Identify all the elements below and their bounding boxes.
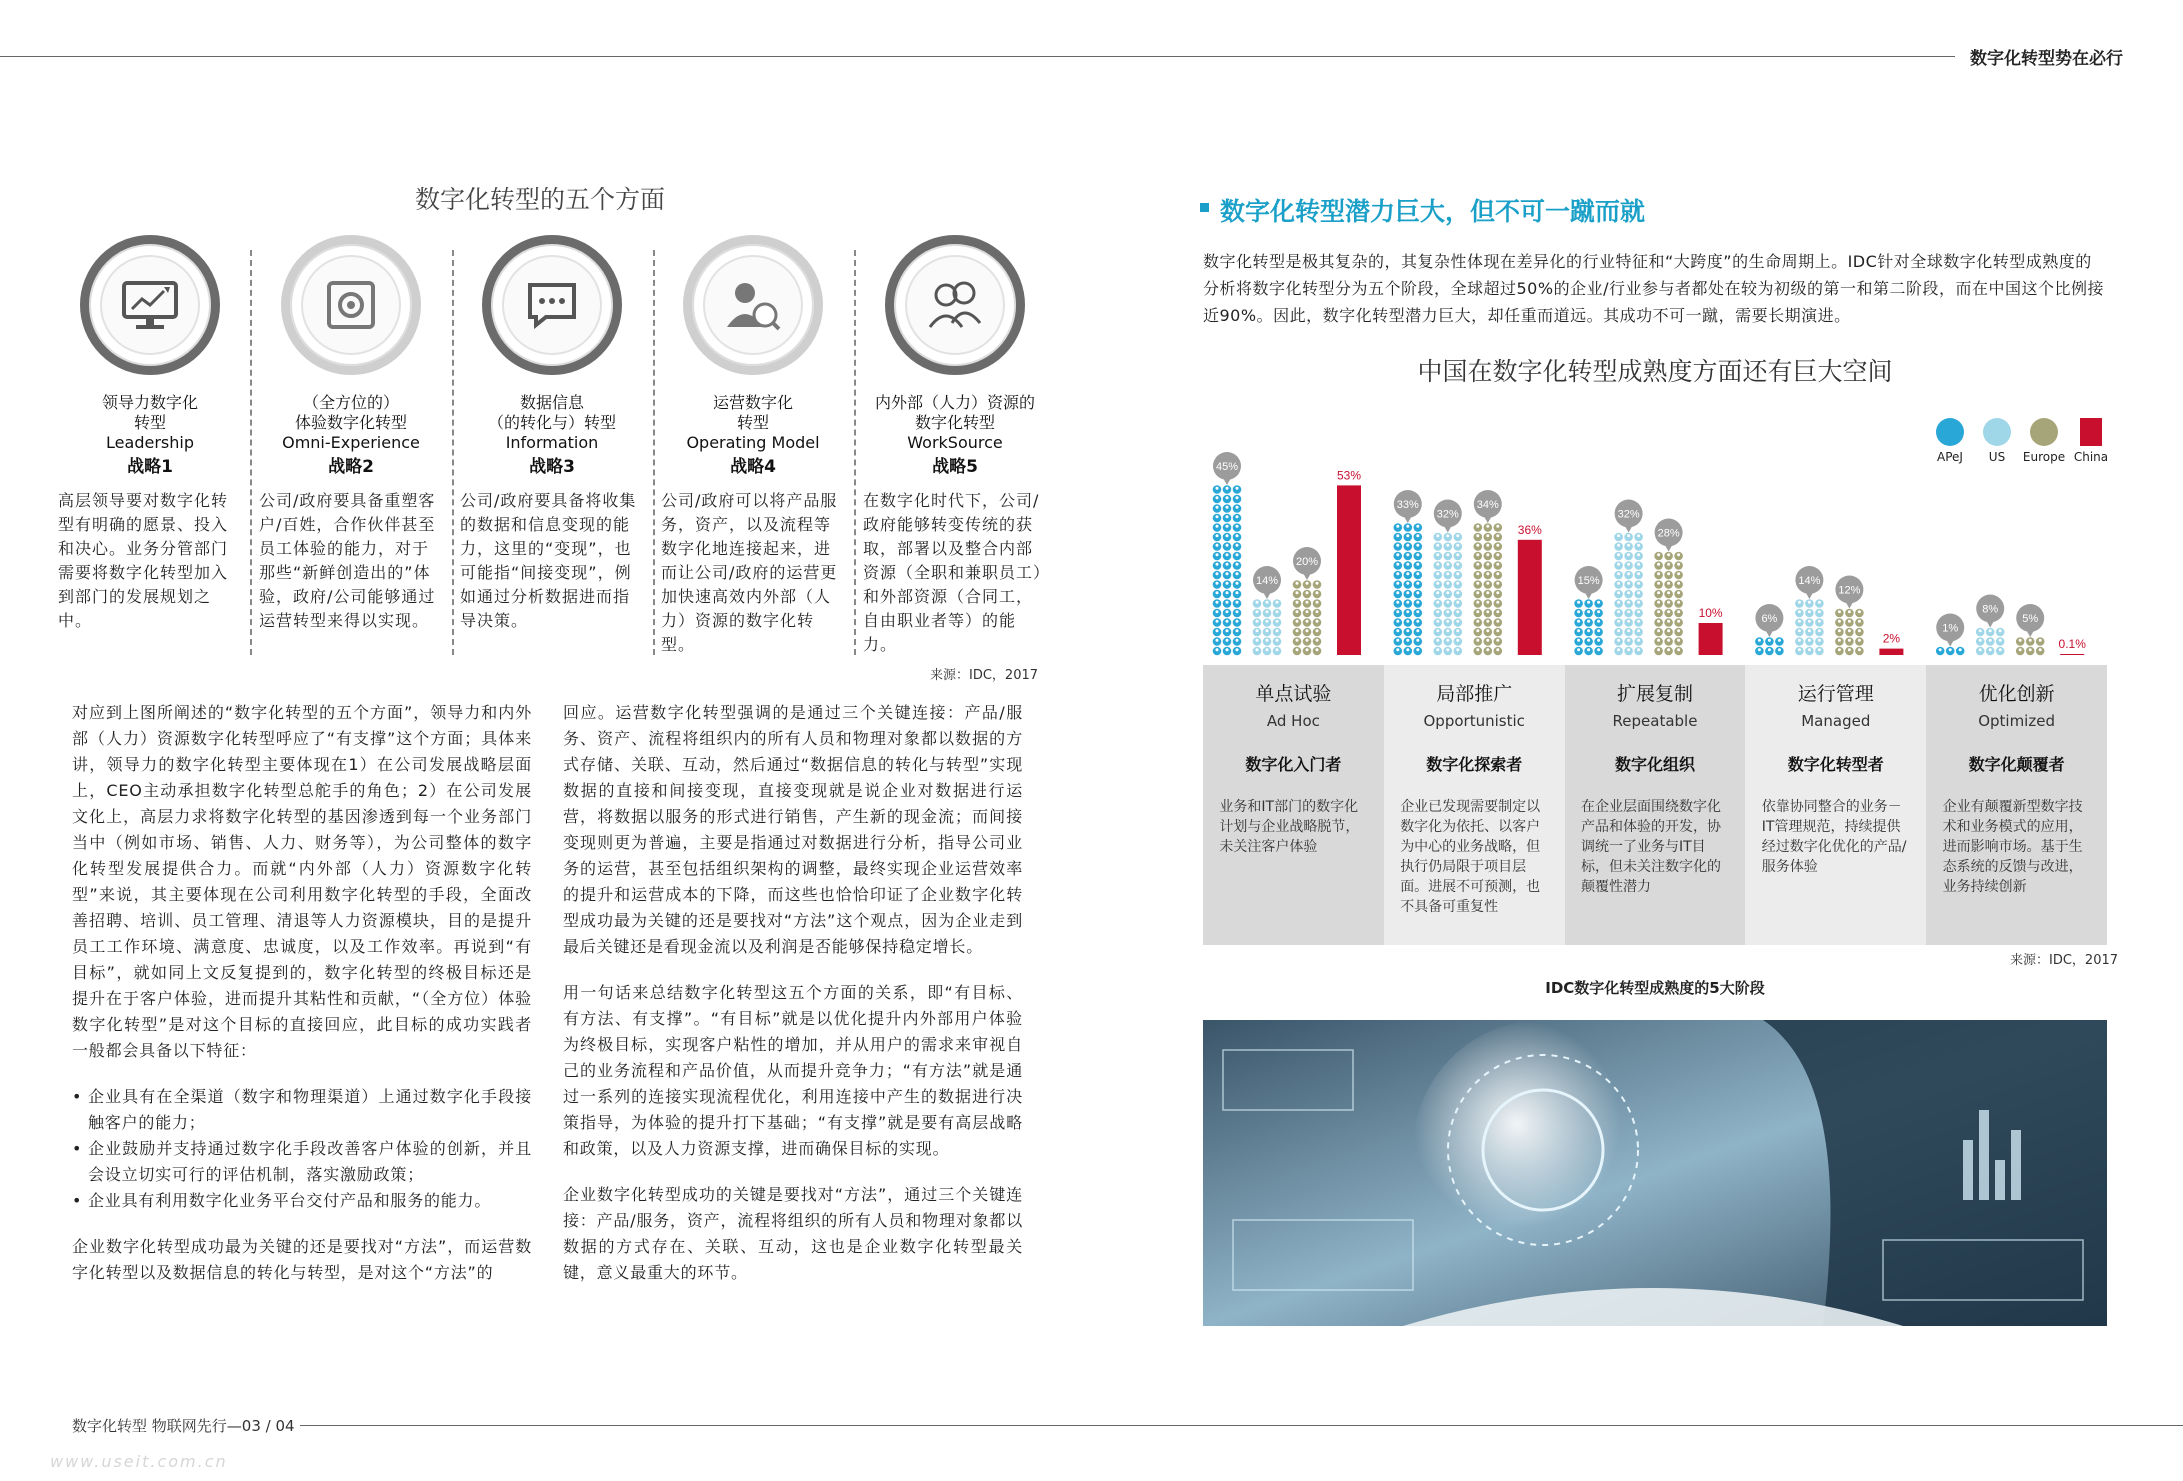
stage-en: Repeatable xyxy=(1612,712,1698,730)
pillar-strategy: 战略5 xyxy=(932,457,978,477)
people-stack-europe-4 xyxy=(1835,609,1864,656)
stage-role: 数字化颠覆者 xyxy=(1968,755,2065,774)
right-section-title: 数字化转型潜力巨大，但不可一蹴而就 xyxy=(1220,197,1646,226)
stage-name: 扩展复制 xyxy=(1616,683,1693,705)
pillar-name: （全方位的） 体验数字化转型 xyxy=(294,393,407,432)
percent-bubble xyxy=(2016,604,2044,637)
paragraph: 企业数字化转型成功的关键是要找对“方法”，通过三个关键连接：产品/服务，资产，流程将组织的所有人员和物理对象都以数据的方式存在、关联、互动，这也是企业数字化转型最关键，意义最重大的环节。 xyxy=(563,1185,1023,1282)
stage-3 xyxy=(1565,665,1746,945)
pillar-omni-experience xyxy=(259,235,443,633)
left-source: 来源：IDC，2017 xyxy=(930,668,1039,683)
data-label: 10% xyxy=(1698,606,1723,620)
stage-4 xyxy=(1745,665,1926,945)
stage-name: 单点试验 xyxy=(1255,683,1332,705)
stage-desc: 在企业层面围绕数字化产品和体验的开发，协调统一了业务与IT目标，但未关注数字化的颠覆性潜力 xyxy=(1580,799,1721,895)
pillar-en: Information xyxy=(505,433,599,452)
list-item: • 企业鼓励并支持通过数字化手段改善客户体验的创新，并且会设立切实可行的评估机制，落实激励政策； xyxy=(72,1136,532,1188)
stage-en: Ad Hoc xyxy=(1266,712,1320,730)
svg-text:1%: 1% xyxy=(1942,622,1959,635)
bar-china-1 xyxy=(1337,485,1361,655)
pillar-strategy: 战略3 xyxy=(529,457,575,477)
svg-text:5%: 5% xyxy=(2022,613,2039,625)
pillar-operating-model xyxy=(661,235,845,657)
pillar-ring xyxy=(281,235,421,375)
stage-role: 数字化组织 xyxy=(1614,755,1695,774)
svg-text:32%: 32% xyxy=(1436,508,1459,521)
people-stack-us-5 xyxy=(1976,628,2005,656)
svg-text:15%: 15% xyxy=(1577,575,1600,587)
title-bullet-square xyxy=(1200,203,1209,212)
body-column-2 xyxy=(563,700,1023,1306)
pillar-en: Operating Model xyxy=(686,433,820,452)
chat-bubble-icon xyxy=(524,279,580,331)
people-stack-us-3 xyxy=(1614,533,1643,656)
stage-role: 数字化入门者 xyxy=(1245,755,1342,774)
svg-text:14%: 14% xyxy=(1255,575,1279,587)
percent-bubble xyxy=(1434,500,1462,533)
stage-role: 数字化探索者 xyxy=(1426,755,1523,774)
header-section-tag: 数字化转型势在必行 xyxy=(1970,49,2123,69)
people-stack-apej-1 xyxy=(1213,485,1242,655)
pillar-ring xyxy=(80,235,220,375)
pillar-en: Omni-Experience xyxy=(282,433,420,452)
data-label: 36% xyxy=(1517,522,1542,537)
digital-business-photo xyxy=(1203,1020,2107,1326)
stage-name: 局部推广 xyxy=(1436,683,1513,705)
stage-name: 运行管理 xyxy=(1797,683,1874,705)
stage-5 xyxy=(1926,665,2107,945)
pillar-en: Leadership xyxy=(106,433,194,452)
people-stack-us-4 xyxy=(1795,599,1824,655)
people-stack-apej-3 xyxy=(1574,599,1603,655)
pillar-en: WorkSource xyxy=(907,433,1003,452)
percent-bubble xyxy=(1655,519,1683,552)
stage-en: Opportunistic xyxy=(1423,712,1525,730)
percent-bubble xyxy=(1474,490,1502,523)
pillar-desc: 公司/政府要具备重塑客户/百姓，合作伙伴甚至员工体验的能力，对于那些“新鲜创造出的”体验，政府/公司能够通过运营转型来得以实现。 xyxy=(259,491,436,630)
stage-role: 数字化转型者 xyxy=(1787,755,1884,774)
people-stack-europe-3 xyxy=(1654,552,1683,656)
stage-desc: 企业有颠覆新型数字技术和业务模式的应用，进而影响市场。基于生态系统的反馈与改进，业务持续创新 xyxy=(1942,799,2083,895)
pillar-desc: 在数字化时代下，公司/政府能够转变传统的获取，部署以及整合内部资源（全职和兼职员工）和外部资源（合同工，自由职业者等）的能力。 xyxy=(863,491,1043,654)
legend-apej: APeJ xyxy=(1925,418,1975,464)
safe-eye-icon xyxy=(323,277,379,333)
stage-en: Managed xyxy=(1801,712,1871,730)
stage-1 xyxy=(1203,665,1384,945)
footer-rule xyxy=(300,1425,2183,1426)
percent-bubble xyxy=(1575,566,1603,599)
stage-desc: 依靠协同整合的业务－IT管理规范，持续提供经过数字化优化的产品/服务体验 xyxy=(1761,799,1907,875)
pillar-ring xyxy=(482,235,622,375)
bar-china-2 xyxy=(1518,540,1542,655)
chart-caption: IDC数字化转型成熟度的5大阶段 xyxy=(1545,979,1765,997)
pillar-name: 运营数字化 转型 xyxy=(712,393,793,432)
percent-bubble xyxy=(1615,500,1643,533)
svg-text:33%: 33% xyxy=(1396,499,1419,511)
svg-text:34%: 34% xyxy=(1476,499,1499,511)
pillar-strategy: 战略1 xyxy=(127,457,173,477)
people-stack-apej-2 xyxy=(1394,523,1423,655)
paragraph: 对应到上图所阐述的“数字化转型的五个方面”，领导力和内外部（人力）资源数字化转型呼应了“有支撑”这个方面；具体来讲，领导力的数字化转型主要体现在1）在公司发展战略层面上，CEO主动承担数字化转型总舵手的角色；2）在公司发展文化上，高层力求将数字化转型的基因渗透到每一个业务部门当中（例如市场、销售、人力、财务等），为公司整体的数字化转型发展提供合力。而就“内外部（人力）资源数字化转型”来说，其主要体现在公司利用数字化转型的手段，全面改善招聘、培训、员工管理、清退等人力资源模块，目的是提升员工工作环境、满意度、忠诚度，以及工作效率。再说到“有目标”，就如同上文反复提到的，数字化转型的终极目标还是提升在于客户体验，进而提升其粘性和贡献，“（全方位）体验数字化转型”是对这个目标的直接回应，此目标的成功实践者一般都会具备以下特征： xyxy=(72,703,532,1060)
bullet-list xyxy=(72,1084,532,1214)
percent-bubble xyxy=(1936,614,1964,647)
percent-bubble xyxy=(1976,595,2004,628)
people-stack-apej-4 xyxy=(1755,637,1784,655)
pillar-name: 领导力数字化 转型 xyxy=(101,393,198,432)
data-label: 0.1% xyxy=(2058,637,2086,651)
bar-china-5 xyxy=(2060,654,2084,655)
people-stack-us-2 xyxy=(1434,533,1463,656)
svg-text:45%: 45% xyxy=(1215,461,1239,473)
maturity-chart xyxy=(1203,440,2107,665)
people-stack-apej-5 xyxy=(1936,647,1965,656)
paragraph: 用一句话来总结数字化转型这五个方面的关系，即“有目标、有方法、有支撑”。“有目标”就是以优化提升内外部用户体验为终极目标，实现客户粘性的增加，并从用户的需求来审视自己的业务流程和产品价值，从而提升竞争力；“有方法”就是通过一系列的连接实现流程优化，利用连接中产生的数据进行决策指导，为体验的提升打下基础；“有支撑”就是要有高层战略和政策，以及人力资源支撑，进而确保目标的实现。 xyxy=(563,983,1023,1158)
people-group-icon xyxy=(924,277,986,333)
data-label: 53% xyxy=(1336,468,1362,483)
percent-bubble xyxy=(1394,490,1422,523)
svg-text:6%: 6% xyxy=(1761,613,1778,625)
pillar-strategy: 战略4 xyxy=(730,457,776,477)
paragraph: 回应。运营数字化转型强调的是通过三个关键连接：产品/服务、资产、流程将组织内的所有人员和物理对象都以数据的方式存储、关联、互动，然后通过“数据信息的转化与转型”实现数据的直接和间接变现，直接变现就是说企业对数据进行运营，将数据以服务的形式进行销售，产生新的现金流；而间接变现则更为普遍，主要是指通过对数据进行分析，指导公司业务的运营，甚至包括组织架构的调整，最终实现企业运营效率的提升和运营成本的下降，而这些也恰恰印证了企业数字化转型成功最为关键的还是要找对“方法”这个观点，因为企业走到最后关键还是看现金流以及利润是否能够保持稳定增长。 xyxy=(563,703,1023,956)
pillar-desc: 公司/政府要具备将收集的数据和信息变现的能力，这里的“变现”，也可能指“间接变现”，例如通过分析数据进而指导决策。 xyxy=(460,491,637,630)
header-rule xyxy=(0,56,1955,57)
pillar-desc: 公司/政府可以将产品服务，资产，以及流程等数字化地连接起来，进而让公司/政府的运营更加快速高效内外部（人力）资源的数字化转型。 xyxy=(661,491,838,654)
legend-china: China xyxy=(2066,418,2116,464)
svg-text:12%: 12% xyxy=(1838,584,1861,597)
right-source: 来源：IDC，2017 xyxy=(2010,953,2119,968)
percent-bubble xyxy=(1755,604,1783,637)
pillar-ring xyxy=(683,235,823,375)
percent-bubble xyxy=(1795,566,1823,599)
pillar-strategy: 战略2 xyxy=(328,457,374,477)
svg-text:20%: 20% xyxy=(1295,556,1319,568)
data-label: 2% xyxy=(1882,631,1901,646)
list-item: • 企业具有在全渠道（数字和物理渠道）上通过数字化手段接触客户的能力； xyxy=(72,1084,532,1136)
dashed-divider xyxy=(653,250,655,655)
pillar-ring xyxy=(885,235,1025,375)
percent-bubble xyxy=(1253,566,1281,599)
bar-china-3 xyxy=(1699,623,1723,655)
stage-panel xyxy=(1203,665,2107,945)
dashed-divider xyxy=(452,250,454,655)
people-stack-us-1 xyxy=(1253,599,1282,655)
stage-desc: 企业已发现需要制定以数字化为依托、以客户为中心的业务战略，但执行仍局限于项目层面。进展不可预测，也不具备可重复性 xyxy=(1400,799,1541,915)
list-item: • 企业具有利用数字化业务平台交付产品和服务的能力。 xyxy=(72,1188,532,1214)
pillar-name: 数据信息 （的转化与）转型 xyxy=(487,393,616,432)
legend-europe: Europe xyxy=(2019,418,2069,464)
stage-en: Optimized xyxy=(1978,712,2055,730)
right-intro-paragraph: 数字化转型是极其复杂的，其复杂性体现在差异化的行业特征和“大跨度”的生命周期上。IDC针对全球数字化转型成熟度的分析将数字化转型分为五个阶段，全球超过50%的企业/行业参与者都处在较为初级的第一和第二阶段，而在中国这个比例接近90%。因此，数字化转型潜力巨大，却任重而道远。其成功不可一蹴，需要长期演进。 xyxy=(1203,252,2104,325)
legend-us: US xyxy=(1972,418,2022,464)
pillar-name: 内外部（人力）资源的 数字化转型 xyxy=(874,393,1035,432)
footer-page-label: 数字化转型 物联网先行—03 / 04 xyxy=(72,1417,295,1435)
svg-text:8%: 8% xyxy=(1982,603,1999,616)
five-aspects-title: 数字化转型的五个方面 xyxy=(414,185,665,214)
chart-title: 中国在数字化转型成熟度方面还有巨大空间 xyxy=(1417,357,1893,386)
stage-2 xyxy=(1384,665,1565,945)
people-stack-europe-5 xyxy=(2016,637,2045,655)
bar-china-4 xyxy=(1879,649,1903,655)
pillar-leadership xyxy=(58,235,242,633)
stage-desc: 业务和IT部门的数字化计划与企业战略脱节，未关注客户体验 xyxy=(1219,799,1360,855)
person-network-icon xyxy=(723,277,783,333)
people-stack-europe-2 xyxy=(1474,523,1503,655)
dashed-divider xyxy=(854,250,856,655)
dashed-divider xyxy=(250,250,252,655)
body-column-1 xyxy=(72,700,532,1306)
pillar-desc: 高层领导要对数字化转型有明确的愿景、投入和决心。业务分管部门需要将数字化转型加入到部门的发展规划之中。 xyxy=(58,491,229,630)
watermark: www.useit.com.cn xyxy=(50,1452,228,1471)
pillar-information xyxy=(460,235,644,633)
paragraph: 企业数字化转型成功最为关键的还是要找对“方法”，而运营数字化转型以及数据信息的转化与转型，是对这个“方法”的 xyxy=(72,1237,532,1282)
svg-text:14%: 14% xyxy=(1798,575,1821,587)
monitor-chart-icon xyxy=(120,279,180,331)
pillar-worksource xyxy=(863,235,1047,657)
svg-text:28%: 28% xyxy=(1657,527,1680,540)
people-stack-europe-1 xyxy=(1293,580,1322,655)
stage-name: 优化创新 xyxy=(1978,683,2055,705)
svg-text:32%: 32% xyxy=(1617,508,1640,521)
percent-bubble xyxy=(1293,547,1321,580)
percent-bubble xyxy=(1213,452,1241,485)
percent-bubble xyxy=(1835,576,1863,609)
